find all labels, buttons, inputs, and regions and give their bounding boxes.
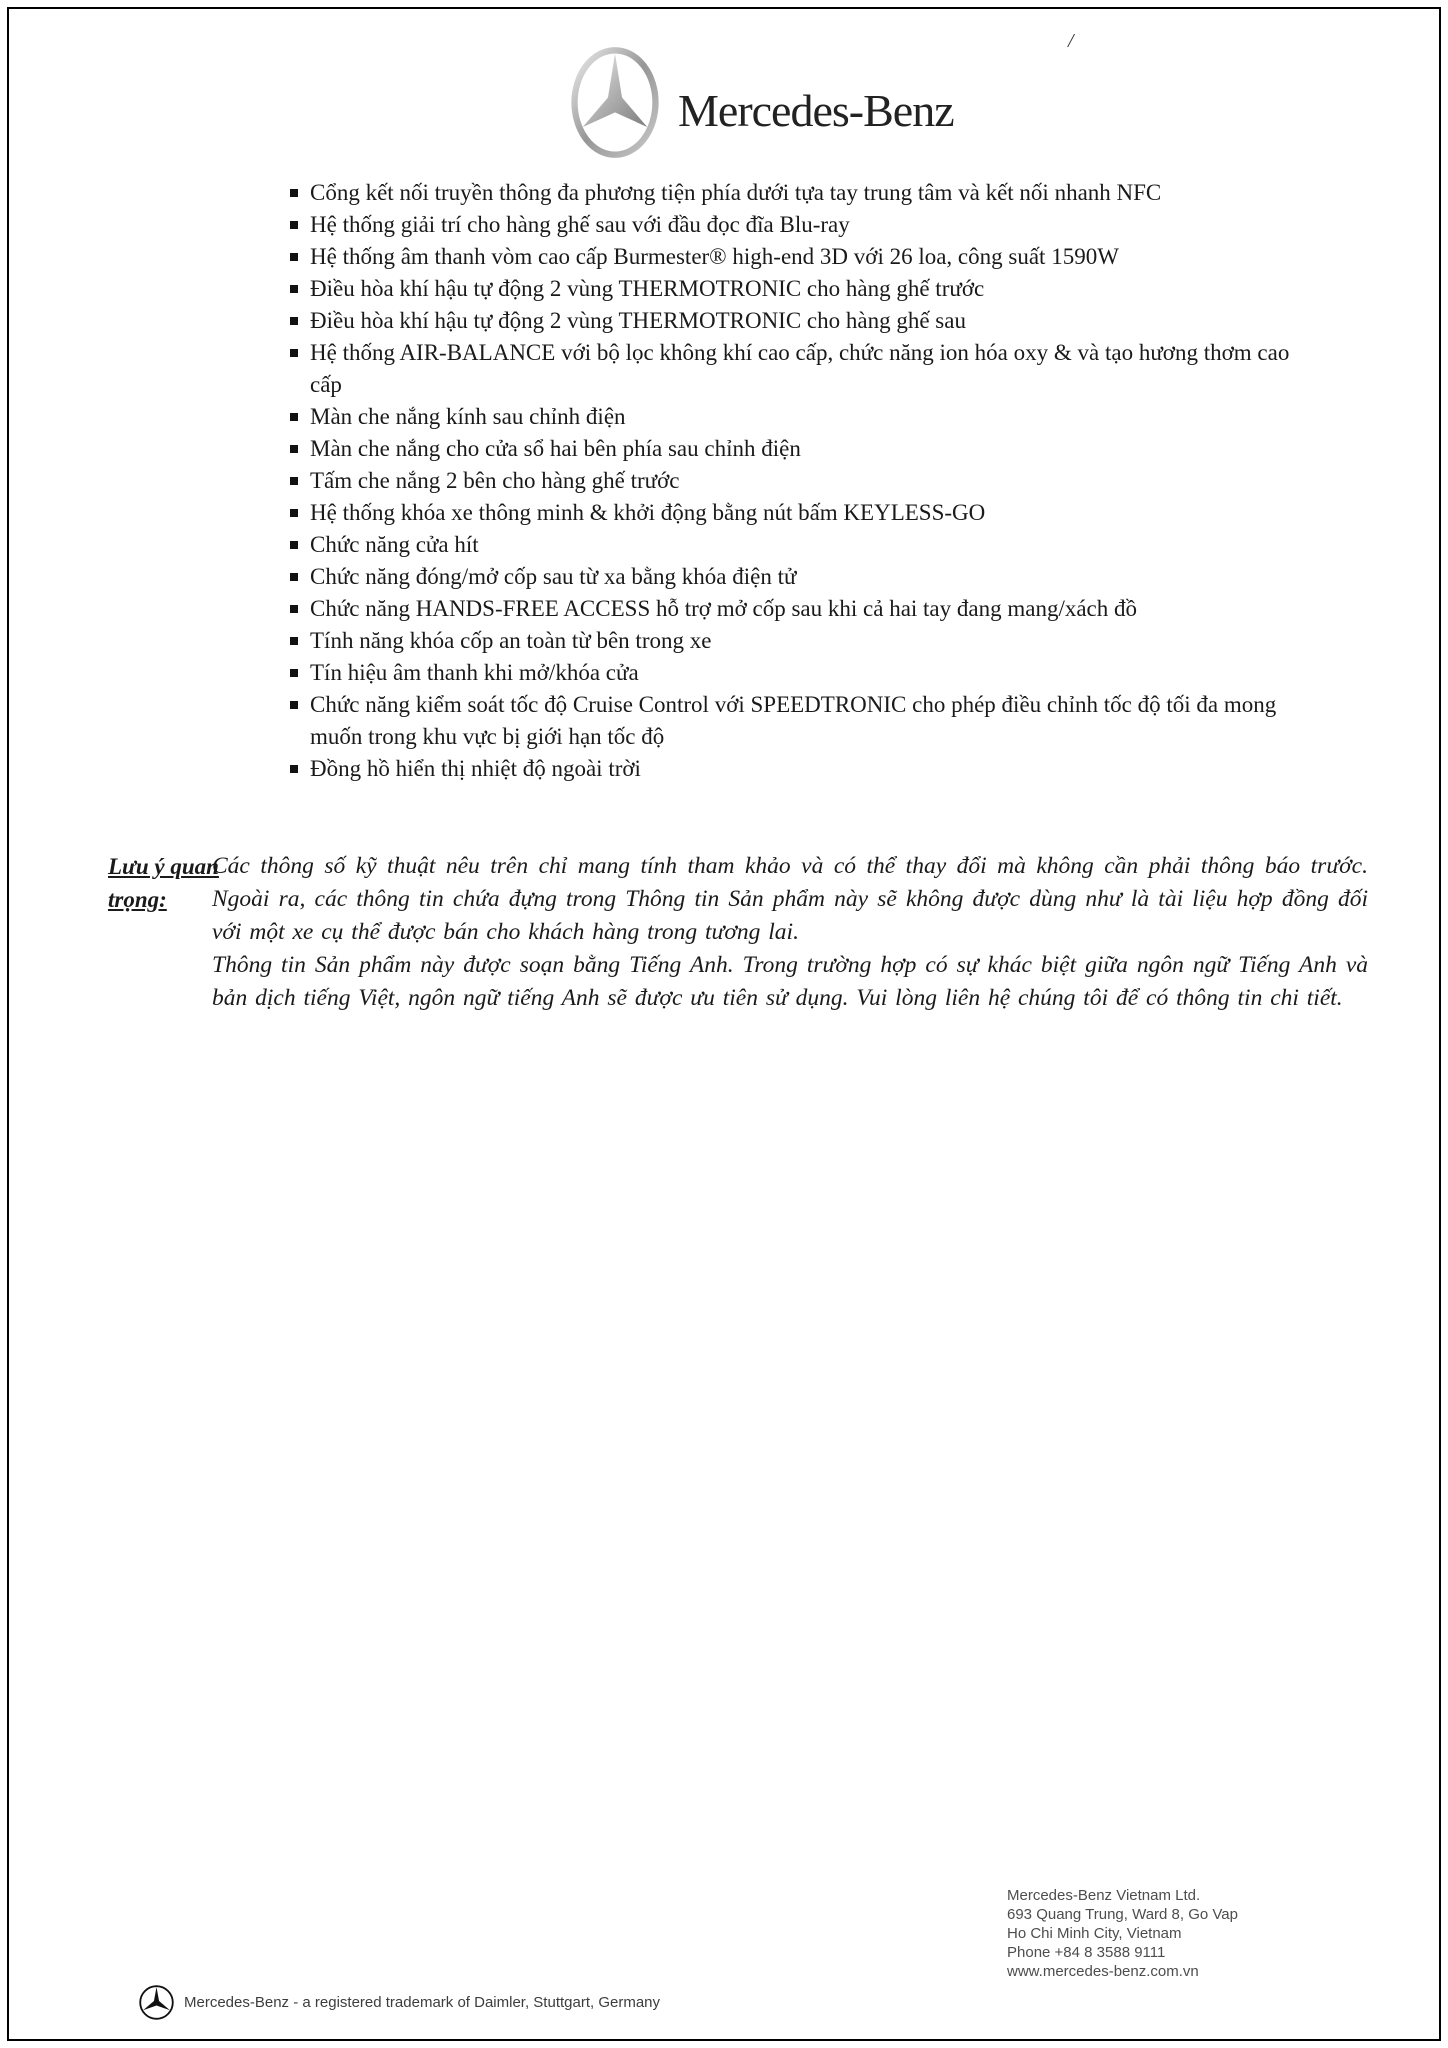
feature-text: Màn che nắng kính sau chỉnh điện	[310, 404, 626, 429]
feature-list-item	[290, 465, 1300, 497]
bullet-square-icon	[290, 637, 298, 645]
feature-text: Điều hòa khí hậu tự động 2 vùng THERMOTRONIC cho hàng ghế trước	[310, 276, 985, 301]
note-paragraph: Các thông số kỹ thuật nêu trên chỉ mang tính tham khảo và có thể thay đổi mà không cần phải thông báo trước. Ngoài ra, các thông tin chứa đựng trong Thông tin Sản phẩm này sẽ không được dùng như là tài liệu hợp đồng đối với một xe cụ thể được bán cho khách hàng trong tương lai.	[212, 853, 1368, 945]
feature-list-item	[290, 273, 1300, 305]
corner-artifact-mark: /	[1068, 30, 1074, 52]
feature-text: Tấm che nắng 2 bên cho hàng ghế trước	[310, 468, 680, 493]
feature-list-item	[290, 593, 1300, 625]
address-line: Phone +84 8 3588 9111	[1007, 1944, 1166, 1961]
mercedes-star-icon	[570, 45, 660, 160]
feature-list-item	[290, 689, 1300, 753]
feature-list-item	[290, 625, 1300, 657]
bullet-square-icon	[290, 669, 298, 677]
feature-text: Đồng hồ hiển thị nhiệt độ ngoài trời	[310, 756, 641, 781]
bullet-square-icon	[290, 445, 298, 453]
bullet-square-icon	[290, 285, 298, 293]
bullet-square-icon	[290, 509, 298, 517]
company-address-block	[1007, 1886, 1238, 1981]
address-line: 693 Quang Trung, Ward 8, Go Vap	[1007, 1906, 1238, 1923]
feature-list-item	[290, 561, 1300, 593]
note-paragraph: Thông tin Sản phẩm này được soạn bằng Tiếng Anh. Trong trường hợp có sự khác biệt giữa ngôn ngữ Tiếng Anh và bản dịch tiếng Việt, ngôn ngữ tiếng Anh sẽ được ưu tiên sử dụng. Vui lòng liên hệ chúng tôi để có thông tin chi tiết.	[212, 952, 1368, 1011]
feature-list-item	[290, 497, 1300, 529]
feature-list-item	[290, 433, 1300, 465]
mercedes-star-outline-icon	[138, 1984, 175, 2021]
feature-text: Điều hòa khí hậu tự động 2 vùng THERMOTRONIC cho hàng ghế sau	[310, 308, 966, 333]
feature-list-item	[290, 337, 1300, 401]
feature-text: Tính năng khóa cốp an toàn từ bên trong xe	[310, 628, 712, 653]
feature-list-item	[290, 657, 1300, 689]
bullet-square-icon	[290, 701, 298, 709]
brand-wordmark: Mercedes-Benz	[678, 85, 954, 136]
feature-list-item	[290, 401, 1300, 433]
feature-text: Màn che nắng cho cửa sổ hai bên phía sau chỉnh điện	[310, 436, 801, 461]
feature-text: Chức năng HANDS-FREE ACCESS hỗ trợ mở cốp sau khi cả hai tay đang mang/xách đồ	[310, 596, 1138, 621]
feature-text: Hệ thống AIR-BALANCE với bộ lọc không khí cao cấp, chức năng ion hóa oxy & và tạo hương thơm cao cấp	[310, 340, 1290, 397]
feature-list-item	[290, 529, 1300, 561]
bullet-square-icon	[290, 605, 298, 613]
feature-list-item	[290, 241, 1300, 273]
bullet-square-icon	[290, 317, 298, 325]
feature-list-item	[290, 305, 1300, 337]
feature-text: Chức năng kiểm soát tốc độ Cruise Control với SPEEDTRONIC cho phép điều chỉnh tốc độ tối đa mong muốn trong khu vực bị giới hạn tốc độ	[310, 692, 1277, 749]
feature-list-item	[290, 753, 1300, 785]
bullet-square-icon	[290, 253, 298, 261]
bullet-square-icon	[290, 541, 298, 549]
trademark-text: Mercedes-Benz - a registered trademark of Daimler, Stuttgart, Germany	[184, 1994, 661, 2011]
bullet-square-icon	[290, 573, 298, 581]
bullet-square-icon	[290, 477, 298, 485]
feature-list	[290, 177, 1300, 785]
feature-text: Hệ thống âm thanh vòm cao cấp Burmester® high-end 3D với 26 loa, công suất 1590W	[310, 244, 1119, 269]
feature-text: Chức năng cửa hít	[310, 532, 479, 557]
feature-text: Tín hiệu âm thanh khi mở/khóa cửa	[310, 660, 639, 685]
feature-text: Chức năng đóng/mở cốp sau từ xa bằng khóa điện tử	[310, 564, 797, 589]
feature-text: Hệ thống khóa xe thông minh & khởi động bằng nút bấm KEYLESS-GO	[310, 500, 986, 525]
bullet-square-icon	[290, 413, 298, 421]
address-line: Ho Chi Minh City, Vietnam	[1007, 1925, 1182, 1942]
address-line: Mercedes-Benz Vietnam Ltd.	[1007, 1887, 1201, 1904]
important-note-text	[212, 850, 1368, 1015]
feature-list-item	[290, 177, 1300, 209]
bullet-square-icon	[290, 765, 298, 773]
bullet-square-icon	[290, 189, 298, 197]
trademark-row	[138, 1984, 660, 2021]
feature-text: Hệ thống giải trí cho hàng ghế sau với đầu đọc đĩa Blu-ray	[310, 212, 850, 237]
bullet-square-icon	[290, 221, 298, 229]
important-note-label: Lưu ý quan trọng:	[108, 854, 219, 912]
bullet-square-icon	[290, 349, 298, 357]
feature-text: Cổng kết nối truyền thông đa phương tiện phía dưới tựa tay trung tâm và kết nối nhanh NFC	[310, 180, 1162, 205]
address-line: www.mercedes-benz.com.vn	[1007, 1963, 1199, 1980]
feature-list-item	[290, 209, 1300, 241]
